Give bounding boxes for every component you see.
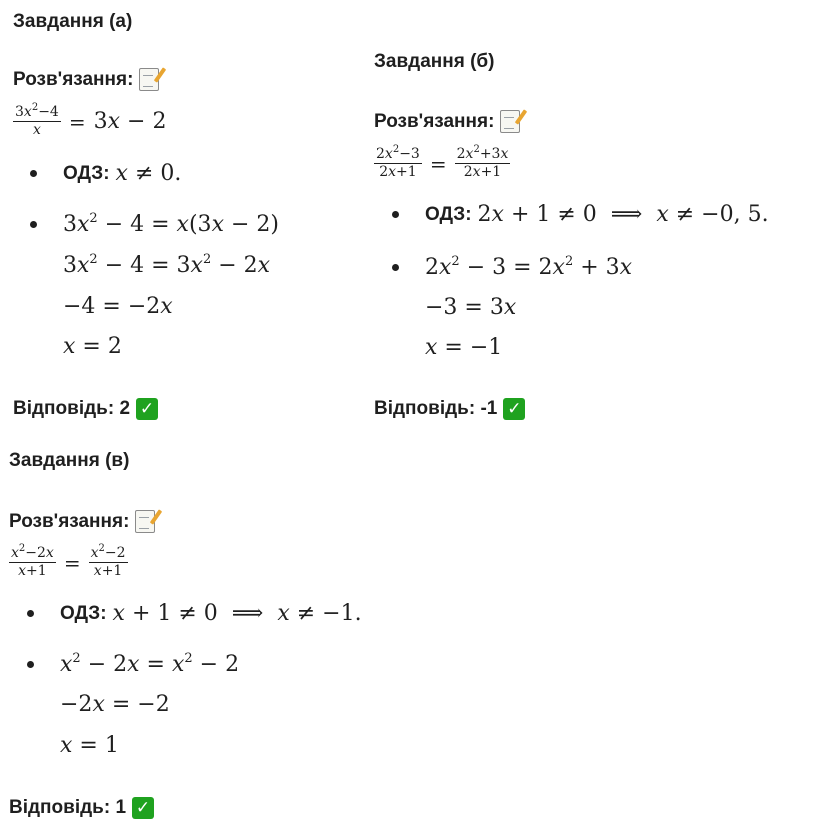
task-c-title: Завдання (в) [9, 450, 130, 471]
task-c-step-2: −2x = −2 [60, 692, 170, 717]
check-mark-button-icon: ✓ [136, 398, 158, 420]
task-b-equation: $\frac{2x^2-3}{2x+1}$ = $\frac{2x^2+3x}{2x+1}$ [376, 144, 509, 180]
task-c-equation: $\frac{x^2-2x}{x+1}$ = $\frac{x^2-2}{x+1}$ [11, 543, 126, 579]
task-c-answer-label: Відповідь: 1 [9, 797, 127, 818]
task-a-answer-label: Відповідь: 2 [13, 398, 131, 419]
task-a-equation: $\frac{3x^2-4}{x}$ = 3x − 2 [15, 102, 167, 138]
task-b-step-1: $2x^2 - 3 = 2x^2 + 3x$ [392, 255, 632, 280]
task-c-solution-label: Розв'язання: [9, 510, 130, 532]
task-b-fraction-left: $\frac{2x^2-3}{2x+1}$ [376, 144, 420, 180]
task-b-step-3: x = −1 [425, 335, 503, 360]
task-c-solution-heading [9, 510, 155, 533]
task-a-step-3: −4 = −2x [63, 294, 173, 319]
task-c-step-3: x = 1 [60, 733, 119, 758]
check-mark-button-icon: ✓ [132, 797, 154, 819]
task-b-solution-label: Розв'язання: [374, 110, 495, 132]
bullet [27, 661, 34, 668]
task-b-answer-label: Відповідь: -1 [374, 398, 498, 419]
task-c-answer [9, 797, 154, 819]
task-c-fraction-right: $\frac{x^2-2}{x+1}$ [90, 543, 126, 579]
task-b-fraction-right: $\frac{2x^2+3x}{2x+1}$ [456, 144, 509, 180]
task-a-step-4: x = 2 [63, 334, 122, 359]
task-a-step-2: $3x^2 - 4 = 3x^2 - 2x$ [63, 252, 271, 278]
task-a-solution-label: Розв'язання: [13, 68, 134, 90]
odz-label: ОДЗ: [60, 602, 107, 624]
task-a-fraction-left: $\frac{3x^2-4}{x}$ [15, 102, 59, 138]
task-b-odz-item: ОДЗ: 2x + 1 ≠ 0 ⟹ x ≠ −0, 5. [392, 202, 769, 227]
task-b-title: Завдання (б) [374, 51, 495, 72]
odz-label: ОДЗ: [425, 203, 472, 225]
task-a-odz-item: ОДЗ: x ≠ 0. [30, 161, 181, 186]
check-mark-button-icon: ✓ [503, 398, 525, 420]
task-a-title: Завдання (а) [13, 11, 133, 32]
memo-icon [135, 510, 155, 533]
task-a-step-1: $3x^2 - 4 = x(3x - 2)$ [30, 212, 279, 237]
bullet [27, 610, 34, 617]
task-c-odz-item: ОДЗ: x + 1 ≠ 0 ⟹ x ≠ −1. [27, 601, 362, 626]
task-c-step-1: $x^2 - 2x = x^2 - 2$ [27, 652, 239, 677]
task-b-step-2: −3 = 3x [425, 295, 517, 320]
odz-label: ОДЗ: [63, 162, 110, 184]
task-c-fraction-left: $\frac{x^2-2x}{x+1}$ [11, 543, 54, 579]
